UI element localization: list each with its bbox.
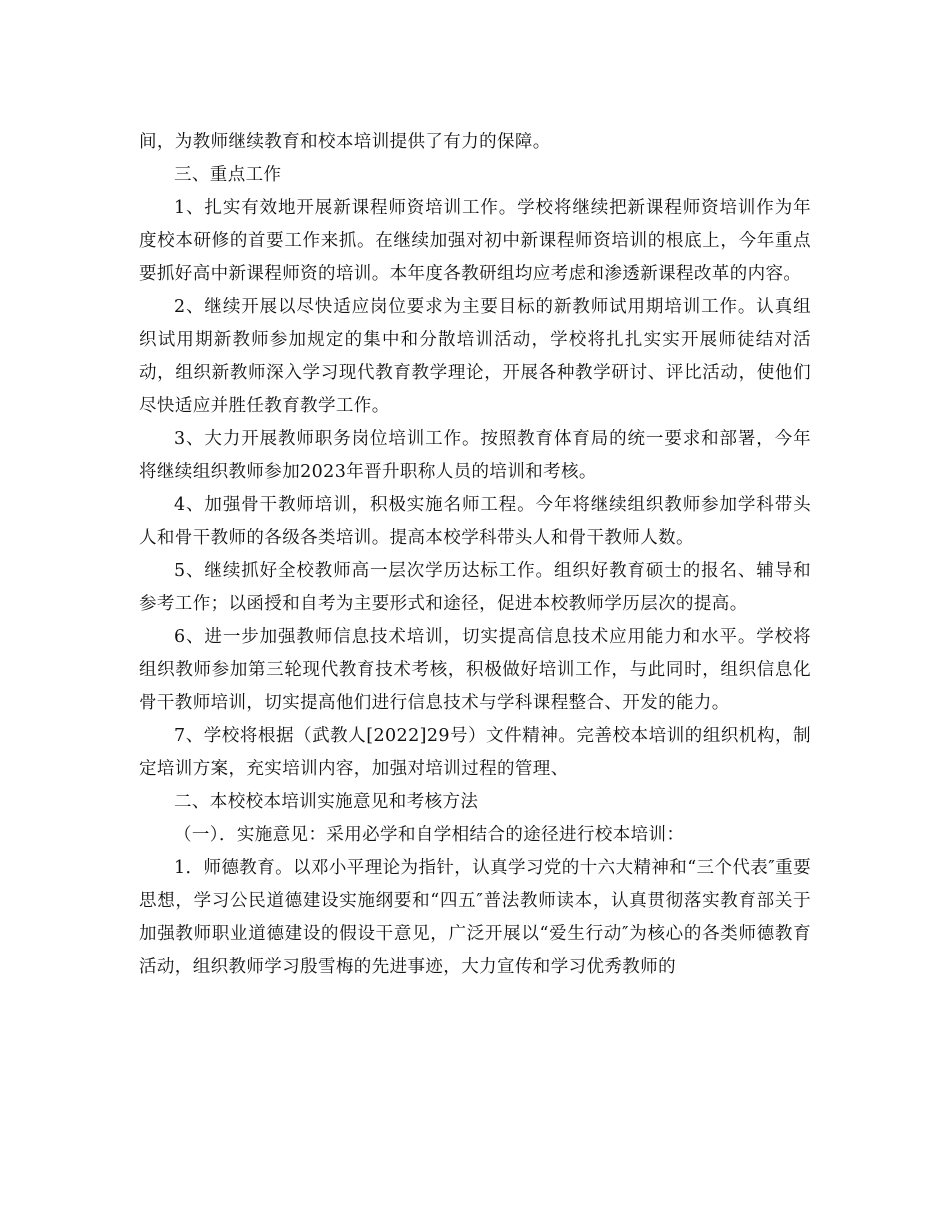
paragraph-item-7: 7、学校将根据（武教人[2022]29号）文件精神。完善校本培训的组织机构，制定培训方案，充实培训内容，加强对培训过程的管理、 — [139, 726, 811, 779]
paragraph-item-4: 4、加强骨干教师培训，积极实施名师工程。今年将继续组织教师参加学科带头人和骨干教师的各级各类培训。提高本校学科带头人和骨干教师人数。 — [139, 495, 811, 548]
paragraph-continuation: 间，为教师继续教育和校本培训提供了有力的保障。 — [139, 132, 551, 152]
subsection-heading-opinions: （一）．实施意见：采用必学和自学相结合的途径进行校本培训： — [174, 825, 685, 845]
paragraph-item-1: 1、扎实有效地开展新课程师资培训工作。学校将继续把新课程师资培训作为年度校本研修的首要工作来抓。在继续加强对初中新课程师资培训的根底上，今年重点要抓好高中新课程师资的培训。本年度各教研组均应考虑和渗透新课程改革的内容。 — [139, 198, 811, 284]
paragraph-item-3: 3、大力开展教师职务岗位培训工作。按照教育体育局的统一要求和部署，今年将继续组织教师参加2023年晋升职称人员的培训和考核。 — [139, 429, 811, 482]
paragraph-item-5: 5、继续抓好全校教师高一层次学历达标工作。组织好教育硕士的报名、辅导和参考工作；以函授和自考为主要形式和途径，促进本校教师学历层次的提高。 — [139, 561, 811, 614]
document-body — [139, 126, 811, 984]
section-heading-key-work: 三、重点工作 — [174, 165, 282, 185]
paragraph-item-6: 6、进一步加强教师信息技术培训，切实提高信息技术应用能力和水平。学校将组织教师参加第三轮现代教育技术考核，积极做好培训工作，与此同时，组织信息化骨干教师培训，切实提高他们进行信息技术与学科课程整合、开发的能力。 — [139, 627, 811, 713]
section-heading-implementation: 二、本校校本培训实施意见和考核方法 — [174, 792, 479, 812]
paragraph-item-2: 2、继续开展以尽快适应岗位要求为主要目标的新教师试用期培训工作。认真组织试用期新教师参加规定的集中和分散培训活动，学校将扎扎实实开展师徒结对活动，组织新教师深入学习现代教育教学理论，开展各种教学研讨、评比活动，使他们尽快适应并胜任教育教学工作。 — [139, 297, 811, 416]
paragraph-ethics-education: 1．师德教育。以邓小平理论为指针，认真学习党的十六大精神和“三个代表″重要思想，学习公民道德建设实施纲要和“四五″普法教师读本，认真贯彻落实教育部关于加强教师职业道德建设的假设干意见，广泛开展以“爱生行动″为核心的各类师德教育活动，组织教师学习殷雪梅的先进事迹，大力宣传和学习优秀教师的 — [139, 858, 811, 977]
